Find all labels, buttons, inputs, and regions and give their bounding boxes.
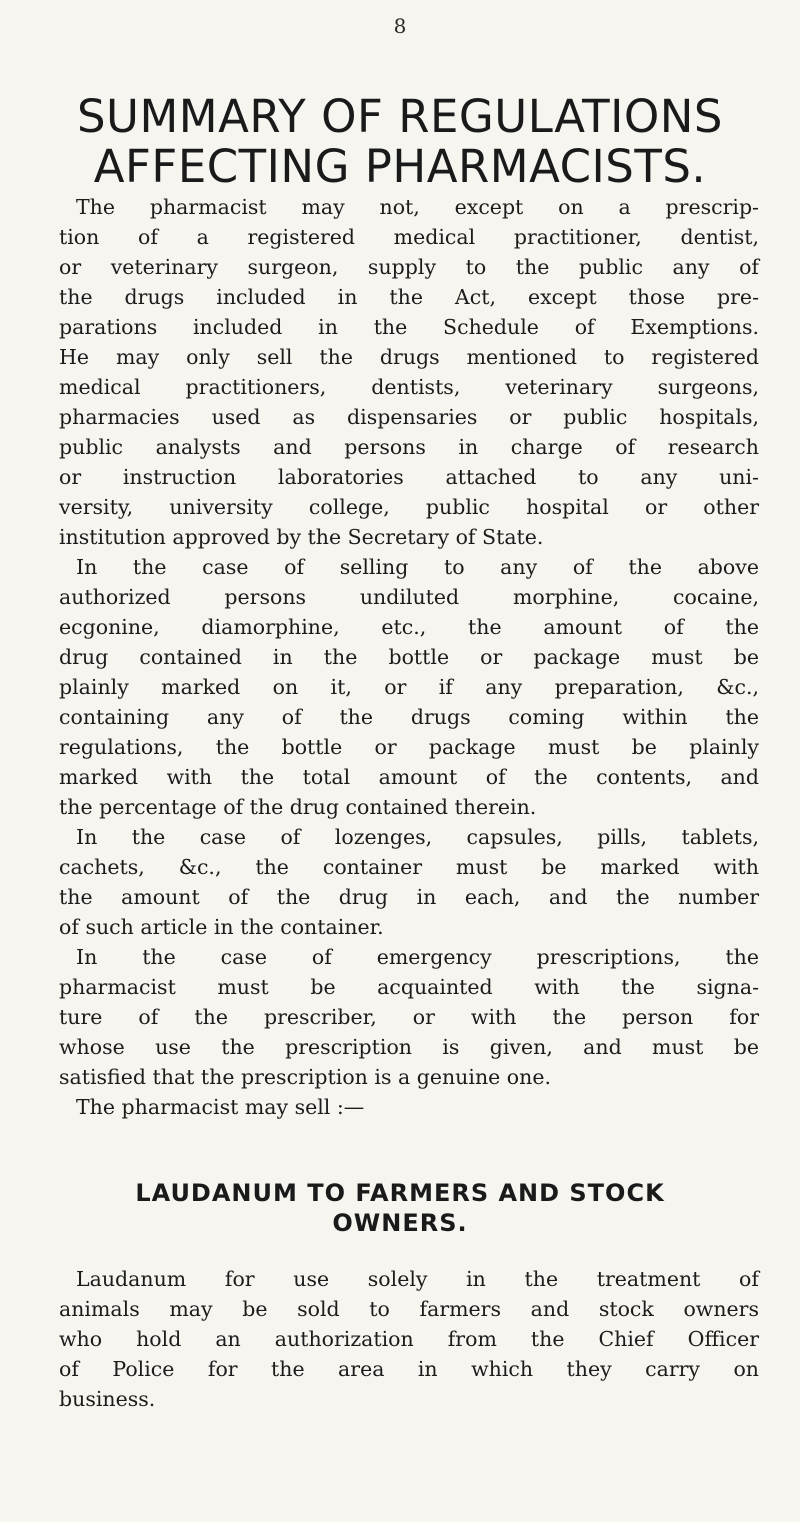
text-line: versity, university college, public hospital or other <box>59 495 759 519</box>
text-line: who hold an authorization from the Chief Officer <box>59 1327 759 1351</box>
text-line: He may only sell the drugs mentioned to registered <box>59 345 759 369</box>
text-line: the amount of the drug in each, and the number <box>59 885 759 909</box>
text-line: medical practitioners, dentists, veterinary surgeons, <box>59 375 759 399</box>
text-line: authorized persons undiluted morphine, cocaine, <box>59 585 759 609</box>
page-title-line-1: SUMMARY OF REGULATIONS <box>76 90 724 143</box>
text-line: containing any of the drugs coming within the <box>59 705 759 729</box>
regulations-body-text <box>59 192 759 1122</box>
text-line: satisfied that the prescription is a genuine one. <box>59 1065 551 1089</box>
section-heading-line-1: LAUDANUM TO FARMERS AND STOCK <box>135 1179 665 1207</box>
laudanum-section-heading <box>50 1178 750 1238</box>
text-line: the percentage of the drug contained therein. <box>59 795 537 819</box>
text-line: In the case of selling to any of the above <box>76 555 759 579</box>
text-line: cachets, &c., the container must be marked with <box>59 855 759 879</box>
text-line: Laudanum for use solely in the treatment of <box>76 1267 759 1291</box>
text-line: regulations, the bottle or package must be plainly <box>59 735 759 759</box>
text-line: of Police for the area in which they carry on <box>59 1357 759 1381</box>
text-line: of such article in the container. <box>59 915 384 939</box>
text-line: or instruction laboratories attached to any uni- <box>59 465 759 489</box>
text-line: the drugs included in the Act, except those pre- <box>59 285 759 309</box>
laudanum-body-text <box>59 1264 759 1414</box>
text-line: pharmacist must be acquainted with the signa- <box>59 975 759 999</box>
text-line: or veterinary surgeon, supply to the public any of <box>59 255 759 279</box>
text-line: parations included in the Schedule of Exemptions. <box>59 315 759 339</box>
text-line: drug contained in the bottle or package must be <box>59 645 759 669</box>
text-line: pharmacies used as dispensaries or public hospitals, <box>59 405 759 429</box>
text-line: The pharmacist may not, except on a prescrip- <box>76 195 759 219</box>
text-line: marked with the total amount of the contents, and <box>59 765 759 789</box>
text-line: public analysts and persons in charge of research <box>59 435 759 459</box>
text-line: plainly marked on it, or if any preparation, &c., <box>59 675 759 699</box>
text-line: ecgonine, diamorphine, etc., the amount of the <box>59 615 759 639</box>
page-title-line-2: AFFECTING PHARMACISTS. <box>93 140 707 193</box>
text-line: animals may be sold to farmers and stock owners <box>59 1297 759 1321</box>
text-line: The pharmacist may sell :— <box>76 1095 365 1119</box>
text-line: institution approved by the Secretary of State. <box>59 525 544 549</box>
page-title <box>40 92 760 192</box>
text-line: In the case of emergency prescriptions, the <box>76 945 759 969</box>
page-number: 8 <box>393 14 407 38</box>
section-heading-line-2: OWNERS. <box>332 1209 468 1237</box>
text-line: whose use the prescription is given, and must be <box>59 1035 759 1059</box>
text-line: ture of the prescriber, or with the person for <box>59 1005 759 1029</box>
text-line: business. <box>59 1387 156 1411</box>
text-line: tion of a registered medical practitioner, dentist, <box>59 225 759 249</box>
text-line: In the case of lozenges, capsules, pills, tablets, <box>76 825 759 849</box>
